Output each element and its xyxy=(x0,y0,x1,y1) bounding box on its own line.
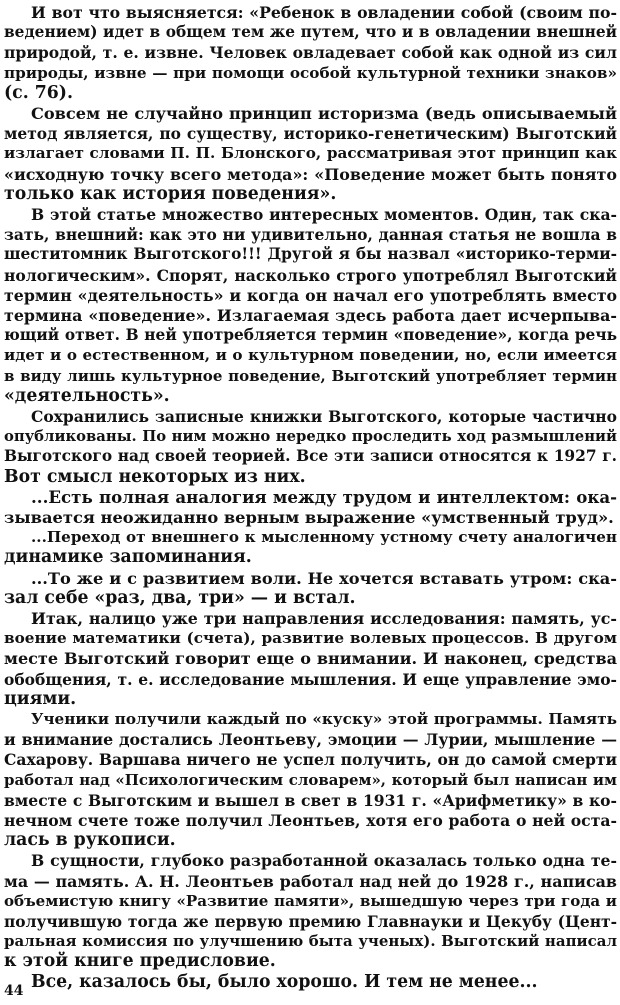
text-line: ма — память. А. Н. Леонтьев работал над ней до 1928 г., написав xyxy=(4,871,617,891)
text-line: ральная комиссия по улучшению быта ученых). Выготский написал xyxy=(4,932,617,951)
text-line: обобщения, т. е. исследование мышления. И еще управление эмо- xyxy=(4,669,617,689)
text-line: Сохранились записные книжки Выготского, которые частично xyxy=(31,407,617,426)
text-line: метод является, по существу, историко-генетическим) Выготский xyxy=(4,124,617,144)
text-line: «деятельность». xyxy=(4,385,170,406)
page-number: 44 xyxy=(4,983,24,999)
text-line: нологическим». Спорят, насколько строго употреблял Выготский xyxy=(4,265,617,285)
text-line: шеститомник Выготского!!! Другой я бы назвал «историко-терми- xyxy=(4,245,617,264)
text-line: опубликованы. По ним можно нередко проследить ход размышлений xyxy=(4,428,617,446)
text-line: ведением) идет в общем тем же путем, что и в овладении внешней xyxy=(4,23,617,42)
text-line: динамике запоминания. xyxy=(4,547,252,568)
text-line: В сущности, глубоко разработанной оказалась только одна те- xyxy=(31,851,617,871)
text-line: только как история поведения». xyxy=(4,183,337,204)
text-line: в виду лишь культурное поведение, Выготский употребляет термин xyxy=(4,366,617,385)
text-line: (с. 76). xyxy=(4,82,73,103)
text-line: нечном счете тоже получил Леонтьев, хотя его работа о ней оста- xyxy=(4,811,617,830)
text-line: Все, казалось бы, было хорошо. И тем не менее... xyxy=(31,971,538,992)
text-line: получившую тогда же первую премию Главнауки и Цекубу (Цент- xyxy=(4,912,617,931)
text-line: ...То же и с развитием воли. Не хочется вставать утром: ска- xyxy=(31,568,617,588)
text-line: Ученики получили каждый по «куску» этой программы. Память xyxy=(31,710,617,728)
text-line: лась в рукописи. xyxy=(4,830,176,851)
text-line: В этой статье множество интересных моментов. Один, так ска- xyxy=(31,205,617,224)
text-line: И вот что выясняется: «Ребенок в овладении собой (своим по- xyxy=(31,3,617,22)
text-line: работал над «Психологическим словарем», который был написан им xyxy=(4,770,617,789)
text-line: Совсем не случайно принцип историзма (ведь описываемый xyxy=(31,104,617,123)
text-line: ...Переход от внешнего к мысленному устному счету аналогичен xyxy=(31,528,617,547)
text-line: воение математики (счета), развитие волевых процессов. В другом xyxy=(4,629,617,648)
text-line: ...Есть полная аналогия между трудом и интеллектом: ока- xyxy=(31,486,617,507)
text-line: природы, извне — при помощи особой культурной техники знаков» xyxy=(4,63,617,82)
text-line: зывается неожиданно верным выражение «умственный труд». xyxy=(4,508,614,527)
text-line: Итак, налицо уже три направления исследования: память, ус- xyxy=(31,609,617,628)
text-line: зал себе «раз, два, три» — и встал. xyxy=(4,587,356,608)
text-line: к этой книге предисловие. xyxy=(4,951,276,972)
text-line: излагает словами П. П. Блонского, рассматривая этот принцип как xyxy=(4,144,617,163)
text-line: природой, т. е. извне. Человек овладевает собой как одной из сил xyxy=(4,43,617,63)
text-line: идет и о естественном, и о культурном поведении, но, если имеется xyxy=(4,346,617,365)
text-line: циями. xyxy=(4,688,77,709)
text-line: объемистую книгу «Развитие памяти», вышедшую через три года и xyxy=(4,891,617,910)
text-line: «исходную точку всего метода»: «Поведение может быть понято xyxy=(4,164,617,184)
text-line: Выготского над своей теорией. Все эти записи относятся к 1927 г. xyxy=(4,447,617,466)
text-line: вместе с Выготским и вышел в свет в 1931 г. «Арифметику» в ко- xyxy=(4,790,617,810)
text-line: термин «деятельность» и когда он начал его употреблять вместо xyxy=(4,285,617,305)
text-line: Сахарову. Варшава ничего не успел получить, он до самой смерти xyxy=(4,750,617,770)
text-line: зать, внешний: как это ни удивительно, данная статья не вошла в xyxy=(4,225,617,245)
text-line: Вот смысл некоторых из них. xyxy=(4,466,306,487)
text-line: месте Выготский говорит еще о внимании. И наконец, средства xyxy=(4,649,617,669)
text-line: термина «поведение». Излагаемая здесь работа дает исчерпыва- xyxy=(4,306,617,325)
text-line: и внимание достались Леонтьеву, эмоции — Лурии, мышление — xyxy=(4,730,617,750)
text-line: ющий ответ. В ней употребляется термин «поведение», когда речь xyxy=(4,326,617,345)
